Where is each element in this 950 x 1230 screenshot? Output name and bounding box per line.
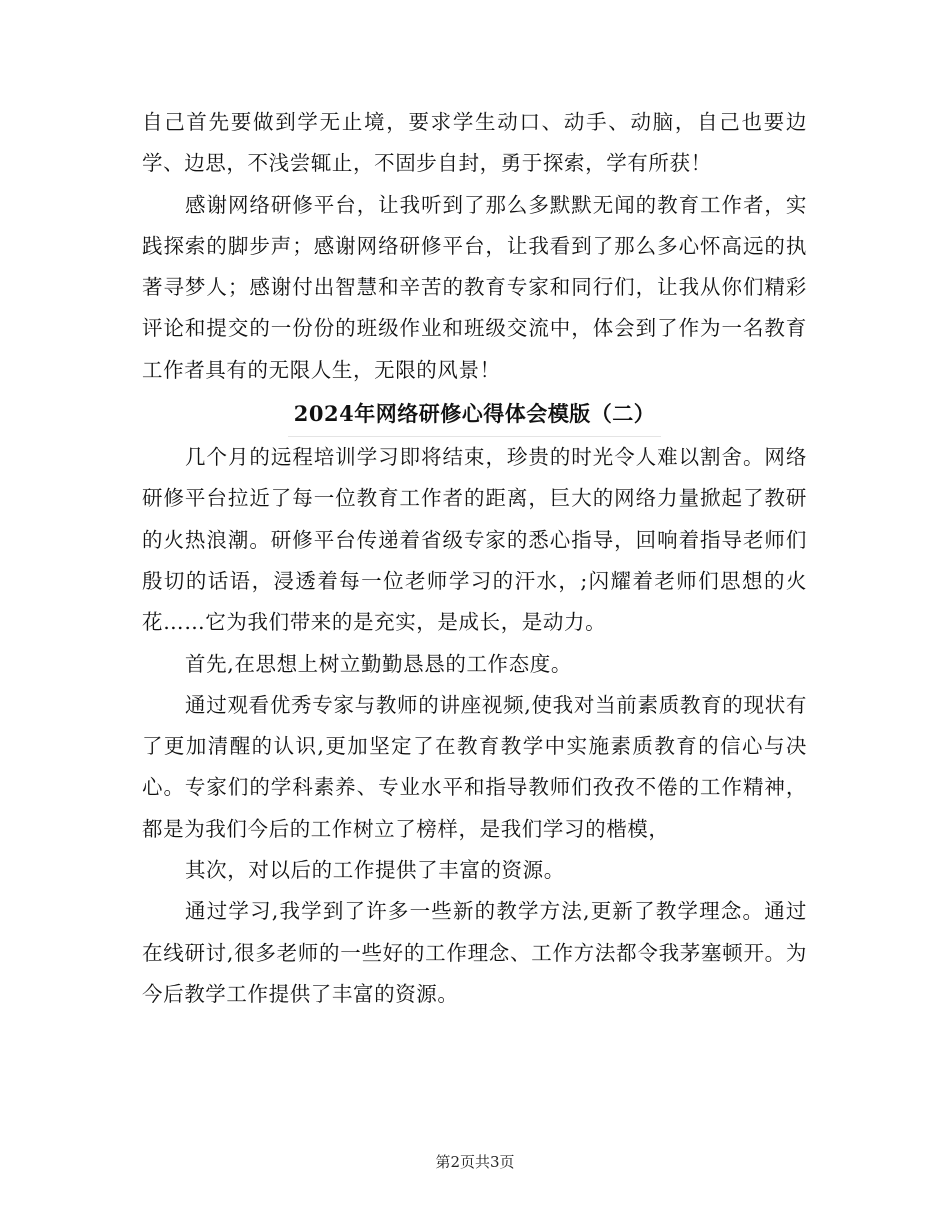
paragraph-2: 感谢网络研修平台，让我听到了那么多默默无闻的教育工作者，实践探索的脚步声；感谢网络研修平台，让我看到了那么多心怀高远的执著寻梦人；感谢付出智慧和辛苦的教育专家和同行们，让我从你们精彩评论和提交的一份份的班级作业和班级交流中，体会到了作为一名教育工作者具有的无限人生，无限的风景！ <box>142 192 807 382</box>
paragraph-3: 几个月的远程培训学习即将结束，珍贵的时光令人难以割舍。网络研修平台拉近了每一位教育工作者的距离，巨大的网络力量掀起了教研的火热浪潮。研修平台传递着省级专家的悉心指导，回响着指导老师们殷切的话语，浸透着每一位老师学习的汗水，;闪耀着老师们思想的火花……它为我们带来的是充实，是成长，是动力。 <box>142 445 807 635</box>
paragraph-5: 通过观看优秀专家与教师的讲座视频,使我对当前素质教育的现状有了更加清醒的认识,更加坚定了在教育教学中实施素质教育的信心与决心。专家们的学科素养、专业水平和指导教师们孜孜不倦的工作精神，都是为我们今后的工作树立了榜样，是我们学习的楷模， <box>142 692 807 841</box>
paragraph-4: 首先,在思想上树立勤勤恳恳的工作态度。 <box>185 651 572 676</box>
document-body <box>142 102 807 1015</box>
section-title <box>142 391 807 437</box>
page-indicator: 第2页共3页 <box>435 1153 515 1171</box>
paragraph-6: 其次，对以后的工作提供了丰富的资源。 <box>185 858 565 883</box>
section-title-text: 2024年网络研修心得体会模版（二） <box>288 392 661 437</box>
paragraph-7: 通过学习,我学到了许多一些新的教学方法,更新了教学理念。通过在线研讨,很多老师的一些好的工作理念、工作方法都令我茅塞顿开。为今后教学工作提供了丰富的资源。 <box>142 899 807 1006</box>
paragraph-1: 自己首先要做到学无止境，要求学生动口、动手、动脑，自己也要边学、边思，不浅尝辄止，不固步自封，勇于探索，学有所获！ <box>142 110 807 176</box>
page-footer <box>0 1152 950 1172</box>
